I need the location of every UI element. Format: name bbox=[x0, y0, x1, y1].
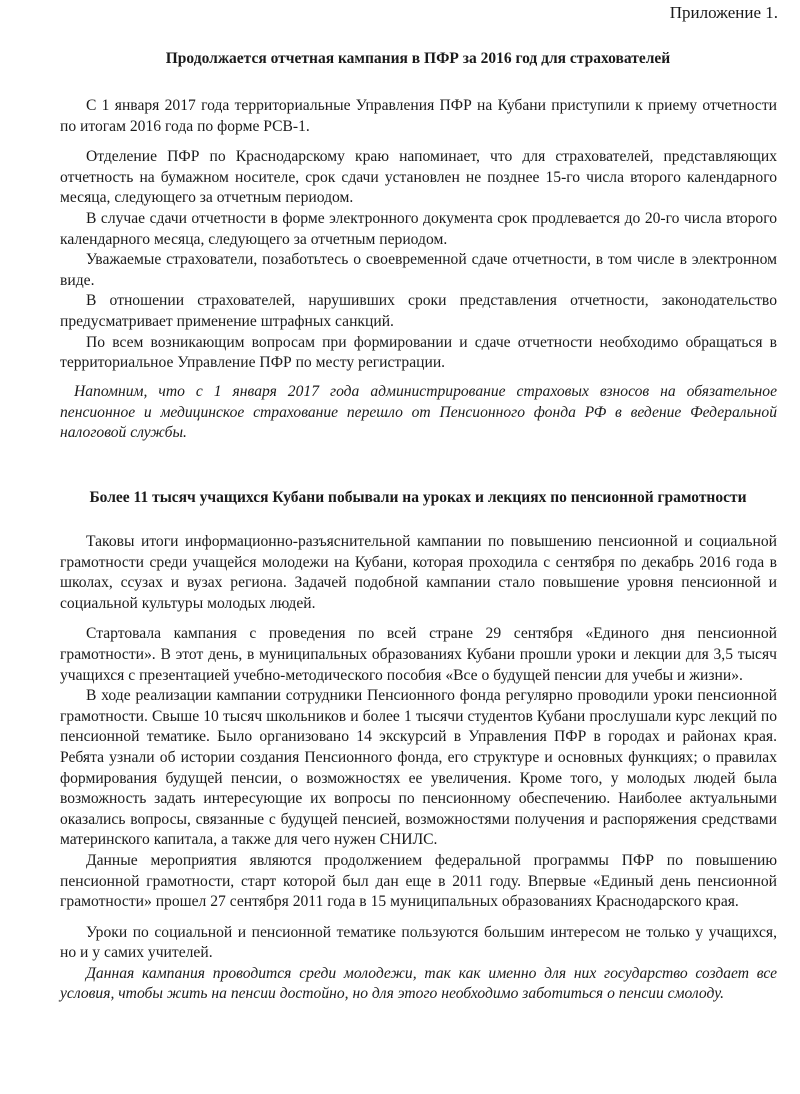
section1-paragraph: Отделение ПФР по Краснодарскому краю напоминает, что для страхователей, представляющих отчетность на бумажном носителе, срок сдачи установлен не позднее 15-го числа второго календарного месяца, следующего за отчетным периодом. bbox=[60, 148, 777, 207]
section2-title: Более 11 тысяч учащихся Кубани побывали на уроках и лекциях по пенсионной грамотности bbox=[89, 489, 747, 506]
section1-paragraph: Уважаемые страхователи, позаботьтесь о своевременной сдаче отчетности, в том числе в электронном виде. bbox=[60, 251, 777, 289]
section1-paragraph: С 1 января 2017 года территориальные Управления ПФР на Кубани приступили к приему отчетности по итогам 2016 года по форме РСВ-1. bbox=[60, 97, 777, 135]
section2-paragraph: Таковы итоги информационно-разъяснительной кампании по повышению пенсионной и социальной грамотности среди учащейся молодежи на Кубани, которая проходила с сентября по декабрь 2016 года в школах, ссузах и вузах региона. Задачей подобной кампании стало повышение уровня пенсионной и социальной культуры молодых людей. bbox=[60, 533, 777, 612]
section2-body bbox=[60, 532, 777, 1005]
section2-paragraph: Стартовала кампания с проведения по всей стране 29 сентября «Единого дня пенсионной грамотности». В этот день, в муниципальных образованиях Кубани прошли уроки и лекции для 3,5 тысяч учащихся с презентацией учебно-методического пособия «Все о будущей пенсии для учебы и жизни». bbox=[60, 625, 777, 684]
section2-paragraph: Уроки по социальной и пенсионной тематике пользуются большим интересом не только у учащихся, но и у самих учителей. bbox=[60, 923, 777, 962]
section2-paragraph: Данные мероприятия являются продолжением федеральной программы ПФР по повышению пенсионной грамотности, старт которой был дан еще в 2011 году. Впервые «Единый день пенсионной грамотности» прошел 27 сентября 2011 года в 15 муниципальных образованиях Краснодарского края. bbox=[60, 851, 777, 911]
section1-body bbox=[60, 96, 777, 374]
section2-paragraph: В ходе реализации кампании сотрудники Пенсионного фонда регулярно проводили уроки пенсионной грамотности. Свыше 10 тысяч школьников и более 1 тысячи студентов Кубани прослушали курс лекций по пенсионной тематике. Было организовано 14 экскурсий в Управления ПФР в городах и районах края. Ребята узнали об истории создания Пенсионного фонда, его структуре и основных функциях; о правилах формирования будущей пенсии, о возможностях ее увеличения. Кроме того, у молодых людей была возможность задать интересующие их вопросы по пенсионному обеспечению. Наиболее актуальными оказались вопросы, связанные с будущей пенсией, возможностями получения и распоряжения средствами материнского капитала, а также для чего нужен СНИЛС. bbox=[60, 687, 777, 849]
section1-title: Продолжается отчетная кампания в ПФР за 2016 год для страхователей bbox=[165, 50, 671, 67]
section1-paragraph: В отношении страхователей, нарушивших сроки представления отчетности, законодательство предусматривает применение штрафных санкций. bbox=[60, 292, 777, 330]
section1-paragraph: По всем возникающим вопросам при формировании и сдаче отчетности необходимо обращаться в территориальное Управление ПФР по месту регистрации. bbox=[60, 333, 777, 372]
section2-closing-note: Данная кампания проводится среди молодежи, так как именно для них государство создает все условия, чтобы жить на пенсии достойно, но для этого необходимо заботиться о пенсии смолоду. bbox=[60, 964, 777, 1003]
section1-paragraph: В случае сдачи отчетности в форме электронного документа срок продлевается до 20-го числа второго календарного месяца, следующего за отчетным периодом. bbox=[60, 209, 777, 248]
appendix-label: Приложение 1. bbox=[669, 3, 778, 22]
section1-note: Напомним, что с 1 января 2017 года администрирование страховых взносов на обязательное пенсионное и медицинское страхование перешло от Пенсионного фонда РФ в ведение Федеральной налоговой службы. bbox=[60, 383, 777, 442]
